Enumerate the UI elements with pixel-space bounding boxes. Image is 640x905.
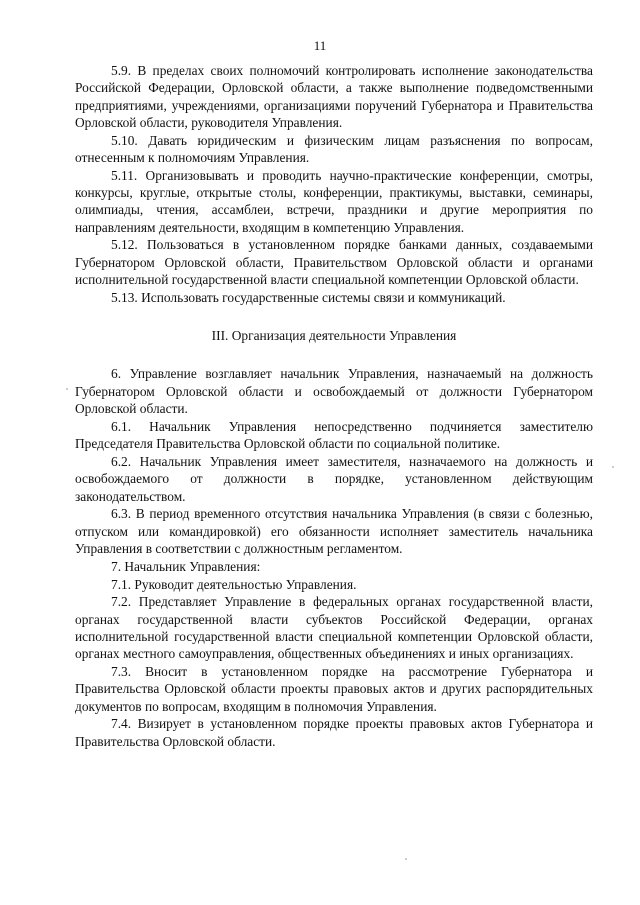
paragraph-6-1: 6.1. Начальник Управления непосредственно подчиняется заместителю Председателя Правительства Орловской области по социальной политике. [75,418,593,452]
paragraph-5-10: 5.10. Давать юридическим и физическим лицам разъяснения по вопросам, отнесенным к полномочиям Управления. [75,132,593,165]
paragraph-7-4: 7.4. Визирует в установленном порядке проекты правовых актов Губернатора и Правительства Орловской области. [75,716,593,749]
paragraph-6: 6. Управление возглавляет начальник Управления, назначаемый на должность Губернатором Орловской области и освобождаемый от должности Губернатором Орловской области. [75,366,593,417]
paragraph-6-2: 6.2. Начальник Управления имеет заместителя, назначаемого на должность и освобождаемого от должности в порядке, установленном действующим законодательством. [75,453,593,504]
scan-speck [66,388,68,390]
scan-speck [612,466,614,468]
paragraph-7-2: 7.2. Представляет Управление в федеральных органах государственной власти, органах государственной власти субъектов Российской Федерации, органах исполнительной государственной власти специальной компетенции Орловской области, органах местного самоуправления, общественных объединениях и иных организациях. [75,594,593,662]
page-number: 11 [313,38,327,53]
paragraph-7-3: 7.3. Вносит в установленном порядке на рассмотрение Губернатора и Правительства Орловской области проекты правовых актов и других распорядительных документов по вопросам, входящим в полномочия Управления. [75,664,593,714]
section-title: III. Организация деятельности Управления [211,328,457,344]
paragraph-5-13: 5.13. Использовать государственные системы связи и коммуникаций. [111,289,506,305]
paragraph-7-1: 7.1. Руководит деятельностью Управления. [111,576,357,592]
document-body [75,62,593,750]
paragraph-5-9: 5.9. В пределах своих полномочий контролировать исполнение законодательства Российской Федерации, Орловской области, а также выполнение подведомственными предприятиями, учреждениями, организациями поручений Губернатора и Правительства Орловской области, руководителя Управления. [75,63,593,130]
paragraph-6-3: 6.3. В период временного отсутствия начальника Управления (в связи с болезнью, отпуском или командировкой) его обязанности исполняет заместитель начальника Управления в соответствии с должностным регламентом. [75,506,593,556]
paragraph-7: 7. Начальник Управления: [111,558,261,574]
scan-speck [405,858,407,860]
paragraph-5-11: 5.11. Организовывать и проводить научно-практические конференции, смотры, конкурсы, круглые, открытые столы, конференции, практикумы, выставки, семинары, олимпиады, чтения, ассамблеи, встречи, праздники и другие мероприятия по направлениям деятельности, входящим в компетенцию Управления. [75,167,593,235]
paragraph-5-12: 5.12. Пользоваться в установленном порядке банками данных, создаваемыми Губернатором Орловской области, Правительством Орловской области и органами исполнительной государственной власти специальной компетенции Орловской области. [75,237,593,288]
